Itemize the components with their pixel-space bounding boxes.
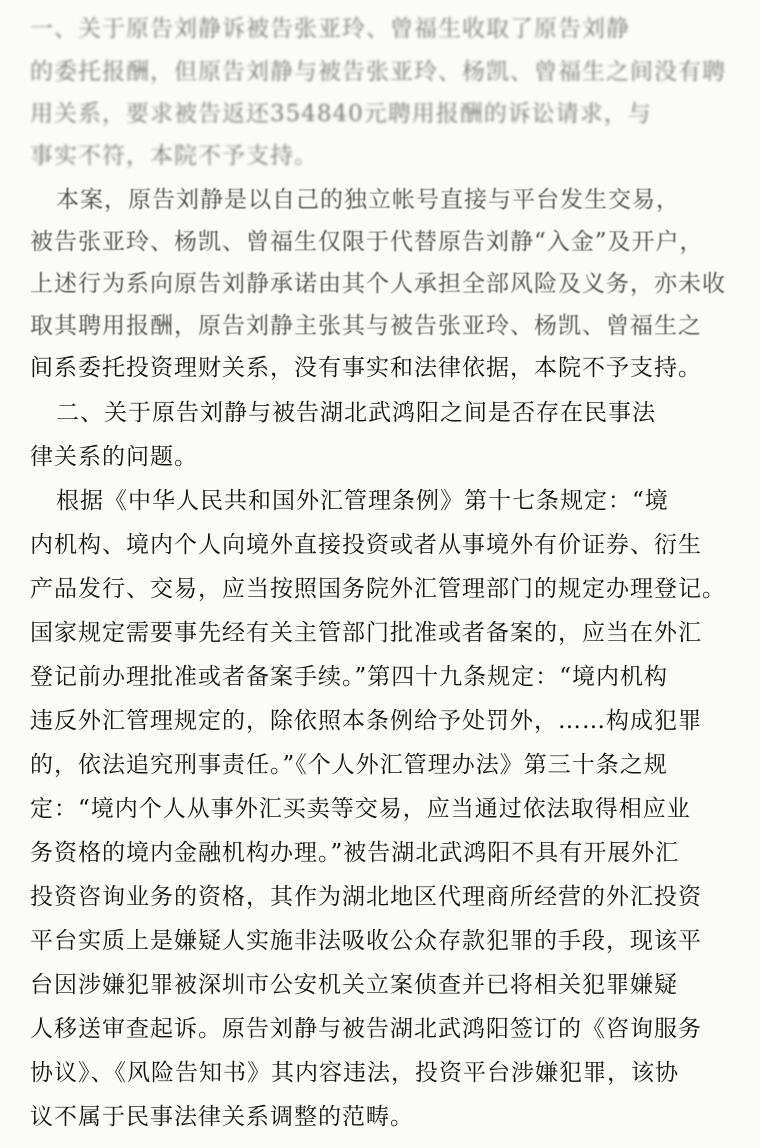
text-line-15: 国家规定需要事先经有关主管部门批准或者备案的，应当在外汇 bbox=[30, 620, 702, 646]
section-heading-line-2: 律关系的问题。 bbox=[30, 444, 198, 470]
text-line-4: 事实不符，本院不予支持。 bbox=[30, 143, 318, 169]
text-line-26: 议不属于民事法律关系调整的范畴。 bbox=[30, 1104, 414, 1130]
text-line-17: 违反外汇管理规定的，除依照本条例给予处罚外，……构成犯罪 bbox=[30, 708, 702, 734]
text-line-1: 一、关于原告刘静诉被告张亚玲、曾福生收取了原告刘静 bbox=[30, 16, 630, 42]
text-line-25: 协议》、《风险告知书》其内容违法，投资平台涉嫌犯罪，该协 bbox=[30, 1060, 679, 1086]
text-line-5: 本案，原告刘静是以自己的独立帐号直接与平台发生交易， bbox=[56, 187, 680, 213]
text-line-16: 登记前办理批准或者备案手续。”第四十九条规定：“境内机构 bbox=[30, 664, 669, 690]
text-line-18: 的，依法追究刑事责任。”《个人外汇管理办法》第三十条之规 bbox=[30, 752, 668, 778]
section-heading-line-1: 二、关于原告刘静与被告湖北武鸿阳之间是否存在民事法 bbox=[56, 400, 656, 426]
text-line-13: 内机构、境内个人向境外直接投资或者从事境外有价证券、衍生 bbox=[30, 532, 702, 558]
text-line-14: 产品发行、交易，应当按照国务院外汇管理部门的规定办理登记。 bbox=[30, 576, 726, 602]
text-line-6: 被告张亚玲、杨凯、曾福生仅限于代替原告刘静“入金”及开户， bbox=[30, 229, 704, 255]
text-line-3: 用关系，要求被告返还354840元聘用报酬的诉讼请求，与 bbox=[30, 101, 652, 127]
text-line-12: 根据《中华人民共和国外汇管理条例》第十七条规定：“境 bbox=[56, 488, 669, 514]
text-line-22: 平台实质上是嫌疑人实施非法吸收公众存款犯罪的手段，现该平 bbox=[30, 928, 702, 954]
text-line-7: 上述行为系向原告刘静承诺由其个人承担全部风险及义务，亦未收 bbox=[30, 271, 726, 297]
text-line-21: 投资咨询业务的资格，其作为湖北地区代理商所经营的外汇投资 bbox=[30, 884, 702, 910]
text-line-9: 间系委托投资理财关系，没有事实和法律依据，本院不予支持。 bbox=[30, 355, 702, 381]
text-line-2: 的委托报酬，但原告刘静与被告张亚玲、杨凯、曾福生之间没有聘 bbox=[30, 59, 726, 85]
text-line-24: 人移送审查起诉。原告刘静与被告湖北武鸿阳签订的《咨询服务 bbox=[30, 1016, 702, 1042]
text-line-20: 务资格的境内金融机构办理。”被告湖北武鸿阳不具有开展外汇 bbox=[30, 840, 680, 866]
text-line-23: 台因涉嫌犯罪被深圳市公安机关立案侦查并已将相关犯罪嫌疑 bbox=[30, 972, 678, 998]
text-line-8: 取其聘用报酬，原告刘静主张其与被告张亚玲、杨凯、曾福生之 bbox=[30, 313, 702, 339]
text-line-19: 定：“境内个人从事外汇买卖等交易，应当通过依法取得相应业 bbox=[30, 796, 691, 822]
